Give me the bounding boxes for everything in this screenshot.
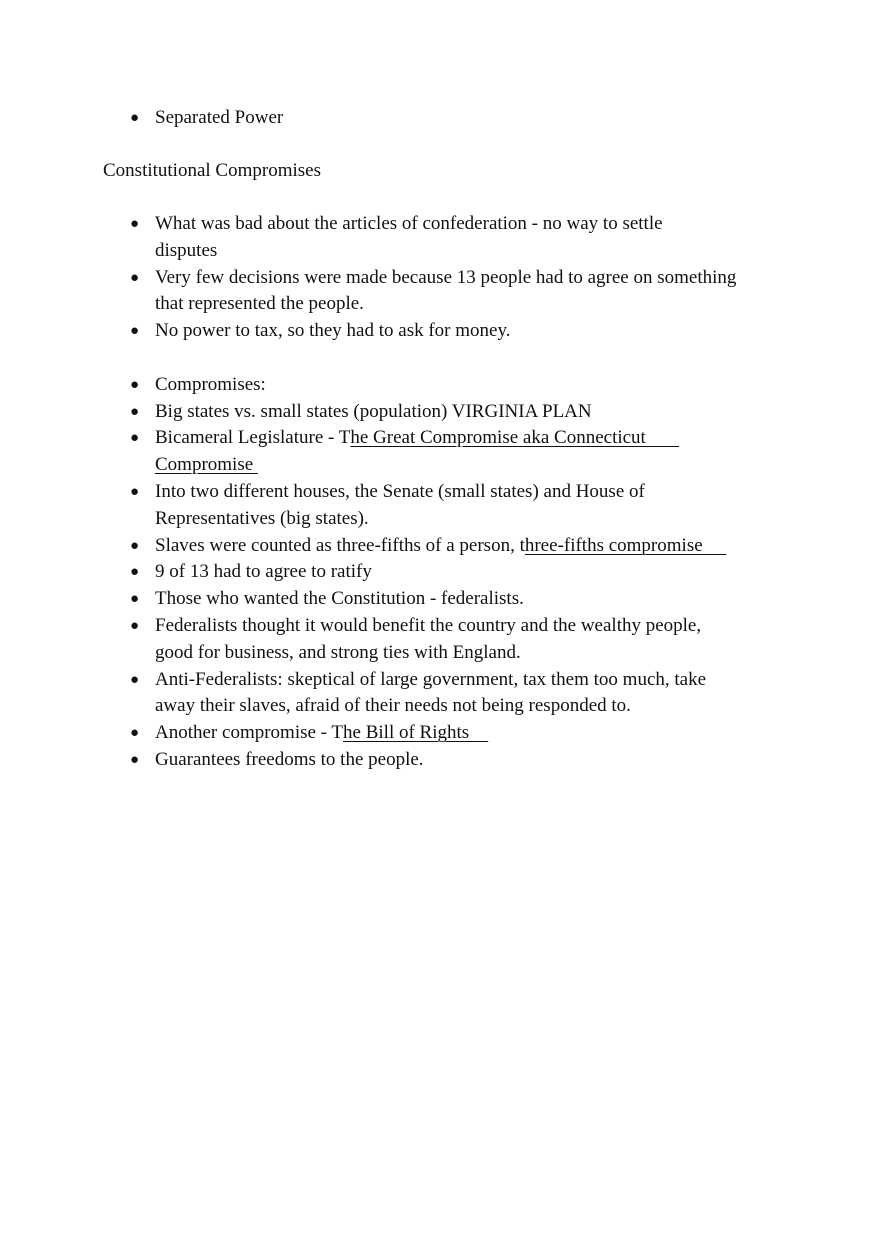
list-item-text: 9 of 13 had to agree to ratify [155,561,372,583]
list-item-text: Federalists thought it would benefit the country and the wealthy people, good for business, and strong ties with England. [155,615,702,663]
list-item-text: What was bad about the articles of confederation - no way to settle disputes [155,213,663,261]
list-item [155,399,592,426]
list-item-text: Into two different houses, the Senate (small states) and House of Representatives (big states). [155,481,645,529]
list-item-text: Bicameral Legislature - T [155,427,351,449]
bullet-icon: ● [130,269,140,286]
list-item [155,667,706,721]
list-item-text: Compromises: [155,373,266,395]
bullet-icon: ● [130,591,140,608]
list-item-text: Anti-Federalists: skeptical of large government, tax them too much, take away their slaves, afraid of their needs not being responded to. [155,668,707,717]
bullet-icon: ● [130,403,140,420]
bullet-icon: ● [130,537,140,554]
bullet-icon: ● [130,725,140,742]
list-item [155,318,510,345]
list-item [155,265,736,319]
bullet-icon: ● [130,752,140,768]
list-item-text: Another compromise - T [155,722,344,744]
bullet-icon: ● [130,216,140,232]
list-item [155,586,524,613]
list-item [155,533,726,560]
list-item-text: Separated Power [155,107,284,128]
bullet-icon: ● [130,618,140,634]
list-item-text: Those who wanted the Constitution - federalists. [155,588,524,610]
underlined-text: hree-fifths compromise [524,534,727,556]
underlined-text: he Great Compromise aka Connecticut Compromise [155,427,646,476]
list-item [155,211,663,265]
list-item [155,372,266,399]
section-heading: Constitutional Compromises [103,160,321,181]
underlined-text: he Bill of Rights [343,722,489,744]
list-item [155,613,701,667]
bullet-icon: ● [130,430,140,447]
list-item [155,479,645,533]
list-item-text: Very few decisions were made because 13 people had to agree on something that represented the people. [155,266,737,315]
list-item-text: No power to tax, so they had to ask for money. [155,320,511,342]
list-item [155,747,424,774]
bullet-icon: ● [130,564,140,581]
list-item [155,559,372,586]
list-item-text: Slaves were counted as three-fifths of a person, t [155,534,525,556]
bullet-icon: ● [130,671,140,688]
list-item-text: Big states vs. small states (population) VIRGINIA PLAN [155,400,592,422]
bullet-icon: ● [130,376,140,393]
list-item [155,425,679,479]
bullet-icon: ● [130,110,140,126]
list-item [155,105,283,132]
bullet-icon: ● [130,323,140,340]
list-item-text: Guarantees freedoms to the people. [155,749,424,770]
list-item [155,720,488,747]
bullet-icon: ● [130,484,140,500]
